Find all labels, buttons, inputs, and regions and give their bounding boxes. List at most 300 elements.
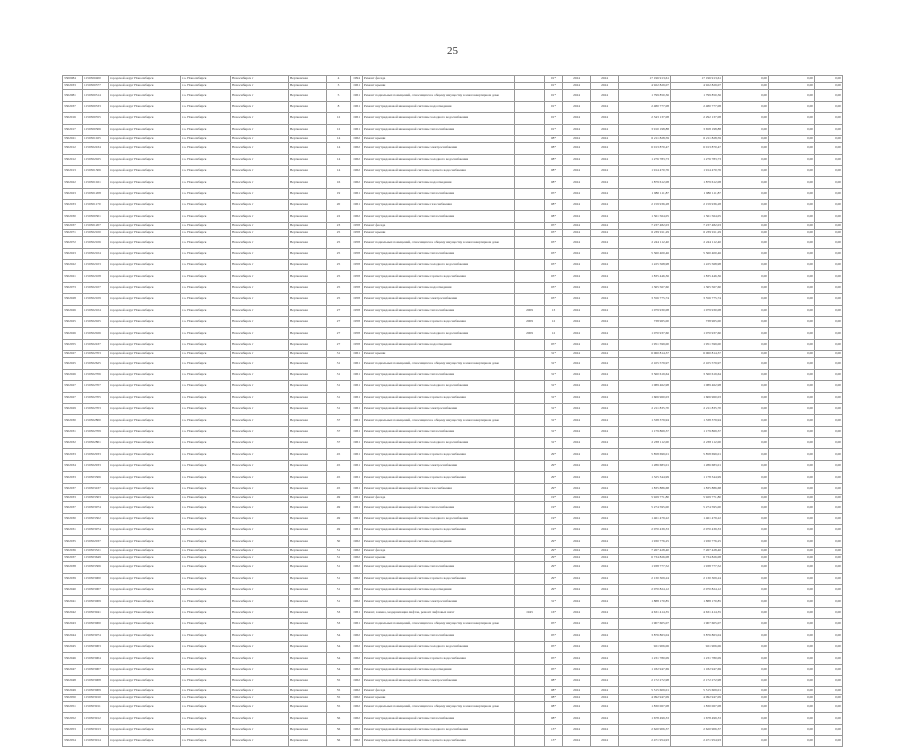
table-cell-id: 3302055 <box>63 339 83 350</box>
table-cell-reserve3: 0,00 <box>815 449 843 460</box>
table-cell-street: Новосибирск г <box>231 687 289 694</box>
table-row <box>63 584 843 595</box>
table-cell-municipality: городской округ Новосибирск <box>109 641 181 652</box>
table-cell-plan: 01* <box>545 83 563 90</box>
table-cell-year: 1962 <box>351 584 363 595</box>
table-cell-id: 3302023 <box>63 248 83 259</box>
table-cell-year_from: 2024 <box>563 154 591 165</box>
table-cell-plan: 05* <box>545 222 563 229</box>
table-cell-plan: 05* <box>545 664 563 675</box>
table-cell-date_from <box>515 724 545 735</box>
table-cell-locality: г.о. Новосибирск <box>181 358 231 369</box>
table-cell-reserve1: 0,00 <box>723 460 769 471</box>
table-cell-reserve3: 0,00 <box>815 328 843 339</box>
table-cell-street: Новосибирск г <box>231 701 289 712</box>
table-cell-street: Новосибирск г <box>231 90 289 101</box>
table-cell-limit: 17 196 913,61 <box>671 76 723 83</box>
table-cell-cost: 1 951 599,00 <box>619 339 671 350</box>
table-cell-limit: 1 070 937,60 <box>671 328 723 339</box>
table-cell-reserve1: 0,00 <box>723 449 769 460</box>
table-cell-locality: г.о. Новосибирск <box>181 554 231 561</box>
table-cell-year_to: 2024 <box>591 426 619 437</box>
table-cell-work: Ремонт внутридомовой инженерной системы холодного водоснабжения <box>363 724 515 735</box>
table-cell-street: Новосибирск г <box>231 554 289 561</box>
table-cell-municipality: городской округ Новосибирск <box>109 653 181 664</box>
table-cell-id: 3302053 <box>63 724 83 735</box>
table-cell-cost: 5 515 609,01 <box>619 687 671 694</box>
table-cell-reserve3: 0,00 <box>815 438 843 449</box>
table-cell-house: 51 <box>327 573 351 584</box>
table-cell-year: 1962 <box>351 641 363 652</box>
table-cell-locality: г.о. Новосибирск <box>181 502 231 513</box>
table-cell-year_from: 2024 <box>563 260 591 271</box>
table-cell-cost: 4 631 414,35 <box>619 607 671 618</box>
table-cell-code: 1150302703 <box>83 351 109 358</box>
table-row <box>63 554 843 561</box>
table-cell-reserve2: 0,00 <box>769 90 815 101</box>
table-cell-plan: 29* <box>545 460 563 471</box>
table-cell-locality: г.о. Новосибирск <box>181 76 231 83</box>
table-cell-limit: 1 561 564,05 <box>671 211 723 222</box>
table-cell-reserve2: 0,00 <box>769 237 815 248</box>
table-cell-limit: 3 556 775,74 <box>671 294 723 305</box>
table-cell-house: 25 <box>327 260 351 271</box>
table-cell-street: Новосибирск г <box>231 676 289 687</box>
table-cell-limit: 2 159 936,28 <box>671 200 723 211</box>
table-cell-locality: г.о. Новосибирск <box>181 524 231 535</box>
table-cell-locality: г.о. Новосибирск <box>181 188 231 199</box>
table-cell-cost: 2 620 906,37 <box>619 724 671 735</box>
table-cell-locality: г.о. Новосибирск <box>181 653 231 664</box>
table-cell-work: Ремонт крыши <box>363 135 515 142</box>
table-cell-reserve1: 0,00 <box>723 472 769 483</box>
table-cell-house: 20 <box>327 200 351 211</box>
table-cell-plan: 19* <box>545 513 563 524</box>
table-cell-house: 51 <box>327 562 351 573</box>
table-cell-municipality: городской округ Новосибирск <box>109 619 181 630</box>
table-cell-work: Ремонт внутридомовой инженерной системы электроснабжения <box>363 676 515 687</box>
table-cell-reserve2: 0,00 <box>769 211 815 222</box>
table-cell-house_type: Вертковская <box>289 513 327 524</box>
table-cell-year_from: 2024 <box>563 101 591 112</box>
table-cell-reserve1: 0,00 <box>723 294 769 305</box>
table-cell-work: Ремонт внутридомовой инженерной системы холодного водоснабжения <box>363 513 515 524</box>
table-cell-work: Ремонт внутридомовой инженерной системы электроснабжения <box>363 403 515 414</box>
table-cell-year: 1962 <box>351 154 363 165</box>
table-cell-reserve1: 0,00 <box>723 351 769 358</box>
table-cell-code: 1150303649 <box>83 554 109 561</box>
table-cell-id: 3302033 <box>63 449 83 460</box>
table-cell-reserve1: 0,00 <box>723 630 769 641</box>
table-cell-cost: 1 225 568,98 <box>619 260 671 271</box>
table-cell-locality: г.о. Новосибирск <box>181 607 231 618</box>
table-cell-year_from: 2024 <box>563 449 591 460</box>
table-cell-id: 3302016 <box>63 113 83 124</box>
table-cell-municipality: городской округ Новосибирск <box>109 83 181 90</box>
table-cell-code: 1150301306 <box>83 165 109 176</box>
table-cell-plan: 01* <box>545 76 563 83</box>
table-cell-reserve1: 0,00 <box>723 230 769 237</box>
table-row <box>63 165 843 176</box>
table-cell-reserve1: 0,00 <box>723 76 769 83</box>
table-cell-street: Новосибирск г <box>231 403 289 414</box>
table-cell-limit: 4 092 947,09 <box>671 694 723 701</box>
table-row <box>63 694 843 701</box>
table-cell-street: Новосибирск г <box>231 415 289 426</box>
table-cell-plan: 29* <box>545 483 563 494</box>
table-cell-street: Новосибирск г <box>231 607 289 618</box>
table-cell-plan: 08* <box>545 211 563 222</box>
table-cell-date_from <box>515 554 545 561</box>
table-cell-municipality: городской округ Новосибирск <box>109 294 181 305</box>
table-cell-id: 3302037 <box>63 502 83 513</box>
table-cell-house_type: Вертковская <box>289 687 327 694</box>
table-cell-work: Ремонт внутридомовой инженерной системы газоснабжения <box>363 200 515 211</box>
table-cell-code: 1150303007 <box>83 584 109 595</box>
table-cell-reserve2: 0,00 <box>769 513 815 524</box>
table-cell-house: 31 <box>327 381 351 392</box>
table-cell-year_to: 2024 <box>591 381 619 392</box>
table-cell-house_type: Вертковская <box>289 143 327 154</box>
table-cell-year: 1961 <box>351 495 363 502</box>
table-row <box>63 113 843 124</box>
table-cell-reserve2: 0,00 <box>769 305 815 316</box>
table-cell-plan: 08* <box>545 165 563 176</box>
table-cell-cost: 1 830 067,08 <box>619 701 671 712</box>
table-cell-house_type: Вертковская <box>289 701 327 712</box>
table-row <box>63 316 843 327</box>
table-cell-date_from <box>515 701 545 712</box>
table-cell-house: 27 <box>327 328 351 339</box>
table-cell-street: Новосибирск г <box>231 381 289 392</box>
table-cell-limit: 1 231 780,09 <box>671 653 723 664</box>
table-cell-street: Новосибирск г <box>231 735 289 746</box>
table-cell-house_type: Вертковская <box>289 495 327 502</box>
table-cell-work: Ремонт внутридомовой инженерной системы водоотведения <box>363 584 515 595</box>
table-cell-date_from <box>515 449 545 460</box>
table-cell-house_type: Вертковская <box>289 403 327 414</box>
table-cell-reserve3: 0,00 <box>815 713 843 724</box>
table-cell-date_from <box>515 230 545 237</box>
table-cell-id: 3302071 <box>63 230 83 237</box>
table-cell-house_type: Вертковская <box>289 713 327 724</box>
table-cell-id: 3302030 <box>63 211 83 222</box>
table-cell-reserve1: 0,00 <box>723 328 769 339</box>
table-cell-street: Новосибирск г <box>231 200 289 211</box>
table-cell-year_from: 2024 <box>563 392 591 403</box>
table-row <box>63 687 843 694</box>
table-cell-municipality: городской округ Новосибирск <box>109 438 181 449</box>
table-cell-house_type: Вертковская <box>289 90 327 101</box>
table-cell-reserve2: 0,00 <box>769 294 815 305</box>
table-row <box>63 641 843 652</box>
table-row <box>63 101 843 112</box>
table-row <box>63 415 843 426</box>
table-cell-municipality: городской округ Новосибирск <box>109 536 181 547</box>
table-cell-date_from <box>515 124 545 135</box>
table-cell-house: 55 <box>327 676 351 687</box>
table-cell-year_from: 2024 <box>563 200 591 211</box>
table-cell-reserve3: 0,00 <box>815 426 843 437</box>
table-cell-limit: 1 079 930,08 <box>671 305 723 316</box>
table-row <box>63 177 843 188</box>
table-cell-limit: 6 239 911,29 <box>671 230 723 237</box>
table-cell-code: 1150300400 <box>83 76 109 83</box>
table-cell-locality: г.о. Новосибирск <box>181 392 231 403</box>
table-cell-municipality: городской округ Новосибирск <box>109 547 181 554</box>
table-cell-year_from: 2024 <box>563 305 591 316</box>
table-cell-reserve3: 0,00 <box>815 562 843 573</box>
table-row <box>63 351 843 358</box>
table-cell-plan: 05* <box>545 630 563 641</box>
table-cell-year_to: 2024 <box>591 271 619 282</box>
table-cell-reserve2: 0,00 <box>769 76 815 83</box>
table-cell-house: 45 <box>327 472 351 483</box>
table-cell-year: 1962 <box>351 724 363 735</box>
table-cell-house: 49 <box>327 502 351 513</box>
table-cell-id: 3302027 <box>63 351 83 358</box>
table-row <box>63 369 843 380</box>
table-cell-reserve1: 0,00 <box>723 641 769 652</box>
table-cell-municipality: городской округ Новосибирск <box>109 90 181 101</box>
table-cell-locality: г.о. Новосибирск <box>181 294 231 305</box>
table-cell-reserve1: 0,00 <box>723 101 769 112</box>
table-cell-house: 51 <box>327 547 351 554</box>
table-cell-id: 3302042 <box>63 607 83 618</box>
table-cell-year: 1961 <box>351 124 363 135</box>
table-cell-year: 1958 <box>351 271 363 282</box>
table-cell-id: 3302025 <box>63 316 83 327</box>
table-cell-year: 1962 <box>351 143 363 154</box>
table-cell-house_type: Вертковская <box>289 282 327 293</box>
table-cell-work: Ремонт внутридомовой инженерной системы горячего водоснабжения <box>363 653 515 664</box>
table-cell-work: Ремонт внутридомовой инженерной системы теплоснабжения <box>363 630 515 641</box>
table-cell-reserve3: 0,00 <box>815 735 843 746</box>
table-cell-year_to: 2024 <box>591 339 619 350</box>
table-cell-date_from <box>515 641 545 652</box>
table-cell-date_from <box>515 495 545 502</box>
table-cell-year: 1962 <box>351 596 363 607</box>
table-cell-id: 3302046 <box>63 653 83 664</box>
table-cell-locality: г.о. Новосибирск <box>181 271 231 282</box>
table-cell-work: Ремонт внутридомовой инженерной системы электроснабжения <box>363 460 515 471</box>
table-cell-street: Новосибирск г <box>231 369 289 380</box>
table-cell-reserve2: 0,00 <box>769 460 815 471</box>
table-cell-reserve3: 0,00 <box>815 724 843 735</box>
table-cell-locality: г.о. Новосибирск <box>181 124 231 135</box>
table-cell-house: 31 <box>327 369 351 380</box>
table-cell-date_from <box>515 381 545 392</box>
table-cell-id: 3302023 <box>63 188 83 199</box>
table-cell-work: Ремонт внутридомовой инженерной системы теплоснабжения <box>363 713 515 724</box>
table-cell-house: 54 <box>327 664 351 675</box>
table-cell-reserve3: 0,00 <box>815 358 843 369</box>
table-cell-date_from: 2009 <box>515 305 545 316</box>
table-cell-house_type: Вертковская <box>289 483 327 494</box>
table-cell-year_to: 2024 <box>591 630 619 641</box>
table-cell-plan: 16* <box>545 607 563 618</box>
table-cell-cost: 2 238 112,00 <box>619 438 671 449</box>
table-cell-reserve2: 0,00 <box>769 188 815 199</box>
table-cell-house: 31 <box>327 403 351 414</box>
table-cell-code: 1150303974 <box>83 524 109 535</box>
table-cell-plan: 31* <box>545 351 563 358</box>
table-cell-work: Ремонт крыши <box>363 351 515 358</box>
table-cell-street: Новосибирск г <box>231 495 289 502</box>
table-cell-year_from: 2024 <box>563 294 591 305</box>
table-cell-reserve2: 0,00 <box>769 573 815 584</box>
table-cell-limit: 1 179 869,37 <box>671 426 723 437</box>
table-cell-cost: 1 606 960,03 <box>619 392 671 403</box>
table-row <box>63 271 843 282</box>
table-cell-year_to: 2024 <box>591 135 619 142</box>
table-cell-municipality: городской округ Новосибирск <box>109 143 181 154</box>
table-cell-year_from: 2024 <box>563 135 591 142</box>
table-cell-locality: г.о. Новосибирск <box>181 282 231 293</box>
table-cell-reserve1: 0,00 <box>723 524 769 535</box>
table-cell-year_from: 2024 <box>563 143 591 154</box>
table-cell-year_to: 2024 <box>591 154 619 165</box>
table-cell-locality: г.о. Новосибирск <box>181 483 231 494</box>
table-cell-reserve3: 0,00 <box>815 676 843 687</box>
table-cell-street: Новосибирск г <box>231 230 289 237</box>
table-cell-code: 1150302933 <box>83 449 109 460</box>
table-cell-year_to: 2024 <box>591 584 619 595</box>
table-cell-id: 3302044 <box>63 630 83 641</box>
table-cell-reserve1: 0,00 <box>723 381 769 392</box>
table-cell-date_from <box>515 735 545 746</box>
table-cell-code: 1150300355 <box>83 113 109 124</box>
table-cell-work: Ремонт внутридомовой инженерной системы водоотведения <box>363 101 515 112</box>
table-cell-house_type: Вертковская <box>289 165 327 176</box>
table-cell-work: Ремонт внутридомовой инженерной системы теплоснабжения <box>363 502 515 513</box>
table-cell-house_type: Вертковская <box>289 607 327 618</box>
table-cell-reserve2: 0,00 <box>769 562 815 573</box>
table-cell-cost: 6 013 870,47 <box>619 143 671 154</box>
table-cell-house: 31 <box>327 392 351 403</box>
table-cell-reserve2: 0,00 <box>769 724 815 735</box>
table-cell-street: Новосибирск г <box>231 135 289 142</box>
table-cell-year: 1961 <box>351 483 363 494</box>
table-cell-house_type: Вертковская <box>289 305 327 316</box>
table-cell-year_from: 2024 <box>563 415 591 426</box>
table-cell-reserve1: 0,00 <box>723 271 769 282</box>
table-cell-work: Ремонт внутридомовой инженерной системы теплоснабжения <box>363 426 515 437</box>
table-cell-house_type: Вертковская <box>289 664 327 675</box>
table-cell-code: 1150302025 <box>83 316 109 327</box>
table-cell-year: 1958 <box>351 237 363 248</box>
table-row <box>63 596 843 607</box>
table-cell-year_from: 2024 <box>563 90 591 101</box>
table-cell-year: 1962 <box>351 694 363 701</box>
table-cell-house_type: Вертковская <box>289 449 327 460</box>
table-cell-street: Новосибирск г <box>231 573 289 584</box>
table-cell-year_to: 2024 <box>591 143 619 154</box>
table-cell-plan: 08* <box>545 200 563 211</box>
table-cell-reserve2: 0,00 <box>769 713 815 724</box>
table-cell-cost: 1 286 683,01 <box>619 460 671 471</box>
table-cell-locality: г.о. Новосибирск <box>181 547 231 554</box>
table-cell-limit: 738 965,00 <box>671 316 723 327</box>
table-cell-code: 1150300314 <box>83 90 109 101</box>
table-cell-work: Ремонт внутридомовой инженерной системы водоотведения <box>363 339 515 350</box>
table-row <box>63 524 843 535</box>
table-cell-house_type: Вертковская <box>289 472 327 483</box>
table-cell-house_type: Вертковская <box>289 653 327 664</box>
table-cell-cost: 1 835 446,36 <box>619 271 671 282</box>
table-cell-municipality: городской округ Новосибирск <box>109 76 181 83</box>
table-cell-code: 1150302933 <box>83 460 109 471</box>
table-cell-house_type: Вертковская <box>289 358 327 369</box>
table-cell-house: 49 <box>327 495 351 502</box>
table-cell-house: 31 <box>327 358 351 369</box>
table-cell-limit: 2 105 579,97 <box>671 358 723 369</box>
table-cell-reserve3: 0,00 <box>815 76 843 83</box>
table-cell-limit: 2 238 112,00 <box>671 438 723 449</box>
table-cell-date_from <box>515 294 545 305</box>
table-cell-locality: г.о. Новосибирск <box>181 619 231 630</box>
table-cell-id: 3302050 <box>63 694 83 701</box>
table-cell-reserve2: 0,00 <box>769 381 815 392</box>
table-cell-year_to: 2024 <box>591 524 619 535</box>
table-cell-year_from: 2024 <box>563 536 591 547</box>
table-cell-reserve3: 0,00 <box>815 694 843 701</box>
table-cell-limit: 1 888 170,85 <box>671 596 723 607</box>
table-row <box>63 664 843 675</box>
table-cell-plan: 05* <box>545 188 563 199</box>
table-cell-plan: 08* <box>545 143 563 154</box>
table-cell-street: Новосибирск г <box>231 316 289 327</box>
table-cell-code: 1150302106 <box>83 237 109 248</box>
table-cell-year: 1961 <box>351 113 363 124</box>
table-cell-municipality: городской округ Новосибирск <box>109 188 181 199</box>
table-cell-date_from <box>515 248 545 259</box>
table-cell-year_to: 2024 <box>591 449 619 460</box>
table-cell-date_from <box>515 676 545 687</box>
table-cell-reserve3: 0,00 <box>815 124 843 135</box>
table-cell-house_type: Вертковская <box>289 369 327 380</box>
table-cell-year_to: 2024 <box>591 573 619 584</box>
table-cell-code: 1150302037 <box>83 536 109 547</box>
table-cell-limit: 1 338 379,94 <box>671 415 723 426</box>
table-cell-street: Новосибирск г <box>231 248 289 259</box>
table-cell-house_type: Вертковская <box>289 237 327 248</box>
table-cell-street: Новосибирск г <box>231 392 289 403</box>
table-cell-house_type: Вертковская <box>289 536 327 547</box>
table-cell-street: Новосибирск г <box>231 547 289 554</box>
table-cell-reserve2: 0,00 <box>769 676 815 687</box>
table-cell-locality: г.о. Новосибирск <box>181 177 231 188</box>
table-cell-limit: 2 070 824,12 <box>671 584 723 595</box>
table-cell-code: 1150300377 <box>83 83 109 90</box>
table-cell-street: Новосибирск г <box>231 358 289 369</box>
table-cell-code: 1150302108 <box>83 271 109 282</box>
table-cell-code: 1150302103 <box>83 260 109 271</box>
table-cell-reserve2: 0,00 <box>769 154 815 165</box>
table-cell-plan: 31* <box>545 415 563 426</box>
table-cell-id: 3302037 <box>63 101 83 112</box>
table-cell-year_from: 2024 <box>563 248 591 259</box>
table-cell-year_from: 2024 <box>563 573 591 584</box>
table-cell-street: Новосибирск г <box>231 483 289 494</box>
table-cell-reserve1: 0,00 <box>723 687 769 694</box>
table-cell-code: 1150302107 <box>83 282 109 293</box>
table-cell-year_from: 2024 <box>563 472 591 483</box>
table-cell-work: Ремонт крыши <box>363 83 515 90</box>
table-cell-cost: 1 930 776,25 <box>619 536 671 547</box>
table-cell-date_from <box>515 502 545 513</box>
table-cell-id: 3302033 <box>63 472 83 483</box>
